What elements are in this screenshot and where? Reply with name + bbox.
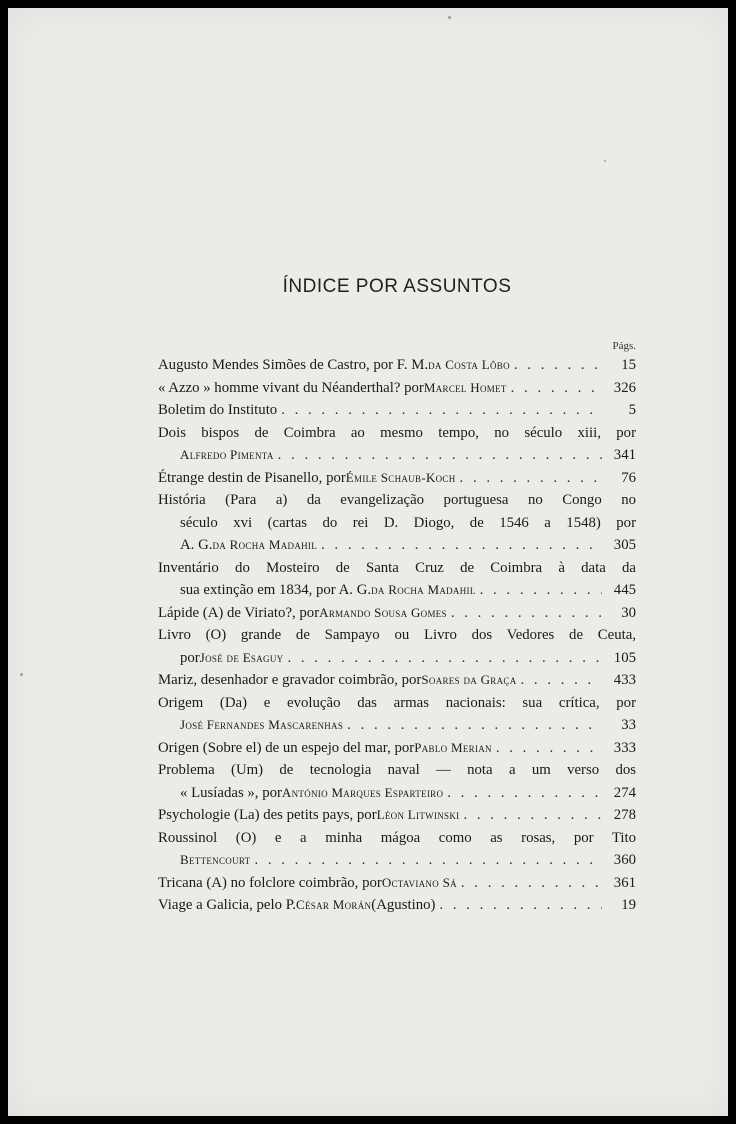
entry-title-text: Psychologie (La) des petits pays, por (158, 807, 377, 823)
entry-author: Pablo Merian (414, 739, 492, 755)
entry-author: Léon Litwinski (376, 807, 460, 822)
leader-dots (439, 894, 602, 917)
leader-dots (287, 647, 602, 670)
entry-title-text: Augusto Mendes Simões de Castro, por F. M. (158, 357, 429, 373)
index-entry (158, 557, 636, 602)
entry-title-line: Problema (Um) de tecnologia naval — nota a um verso dos (158, 762, 636, 778)
pages-column-label: Págs. (612, 340, 636, 352)
leader-dots (514, 354, 602, 377)
index-entry (158, 804, 636, 827)
leader-dots (278, 444, 602, 467)
entry-author: da Rocha Madahil (212, 537, 318, 552)
entry-page-number: 274 (613, 784, 636, 801)
leader-dots (460, 467, 602, 490)
entry-author: Soares da Graça (421, 672, 517, 687)
index-entry (158, 827, 636, 872)
entry-title-text: « Azzo » homme vivant du Néanderthal? por (158, 379, 424, 396)
index-entry (158, 489, 636, 557)
entry-title-text: Mariz, desenhador e gravador coimbrão, por (158, 672, 422, 688)
leader-dots (463, 804, 602, 827)
leader-dots (281, 399, 602, 422)
entry-page-number: 278 (613, 807, 636, 823)
document-page (8, 8, 728, 1116)
leader-dots (447, 782, 602, 805)
entry-title-text: sua extinção em 1834, por A. G. (180, 582, 372, 598)
entry-title-text: (Agustino) (371, 897, 436, 913)
entry-page-number: 30 (621, 604, 636, 621)
entry-page-number: 76 (621, 469, 636, 486)
index-content (158, 276, 636, 917)
entry-title-text: Boletim do Instituto (158, 402, 278, 418)
entry-page-number: 361 (613, 874, 636, 891)
entry-title-line: Roussinol (O) e a minha mágoa como as rosas, por Tito (158, 829, 636, 846)
leader-dots (480, 579, 602, 602)
entry-title-line: século xvi (cartas do rei D. Diogo, de 1546 a 1548) por (180, 514, 636, 531)
entry-title-text: A. G. (180, 537, 213, 553)
index-entry (158, 467, 636, 490)
entry-author: da Rocha Madahil (371, 582, 476, 597)
entry-page-number: 360 (613, 852, 636, 868)
entry-title-line: Livro (O) grande de Sampayo ou Livro dos Vedores de Ceuta, (158, 627, 636, 643)
entry-page-number: 33 (621, 717, 636, 733)
index-entry (158, 669, 636, 692)
entry-title-line: História (Para a) da evangelização portuguesa no Congo no (158, 492, 636, 508)
index-entry (158, 624, 636, 669)
entry-author: César Morán (296, 897, 372, 912)
entry-page-number: 333 (613, 739, 636, 756)
index-entry (158, 894, 636, 917)
index-entry (158, 602, 636, 625)
entry-author: da Costa Lôbo (428, 357, 510, 372)
index-entry (158, 422, 636, 467)
page-title: ÍNDICE POR ASSUNTOS (282, 276, 512, 297)
leader-dots (511, 377, 602, 400)
entry-page-number: 433 (613, 672, 636, 688)
entry-title-text: Étrange destin de Pisanello, por (158, 469, 346, 486)
index-entry (158, 759, 636, 804)
leader-dots (521, 669, 602, 692)
entry-page-number: 105 (613, 649, 636, 666)
entry-title-text: por (180, 649, 200, 666)
entry-author: José Fernandes Mascarenhas (180, 717, 344, 732)
index-entry (158, 692, 636, 737)
entry-title-line: Origem (Da) e evolução das armas nacionais: sua crítica, por (158, 694, 636, 711)
entry-title-text: Tricana (A) no folclore coimbrão, por (158, 874, 382, 891)
leader-dots (496, 737, 602, 760)
leader-dots (321, 534, 602, 557)
entry-author: José de Esaguy (199, 649, 284, 665)
entry-title-text: « Lusíadas », por (180, 784, 282, 801)
index-entry (158, 354, 636, 377)
entry-author: Octaviano Sá (381, 874, 457, 890)
entry-author: António Marques Esparteiro (281, 784, 444, 800)
entry-page-number: 305 (613, 537, 636, 553)
index-entries (158, 354, 636, 917)
entry-author: Marcel Homet (423, 379, 507, 395)
leader-dots (254, 849, 602, 872)
entry-page-number: 15 (621, 357, 636, 373)
entry-title-text: Lápide (A) de Viriato?, por (158, 604, 320, 621)
entry-title-line: Dois bispos de Coimbra ao mesmo tempo, no século xiii, por (158, 424, 636, 441)
entry-page-number: 19 (621, 897, 636, 913)
entry-author: Bettencourt (180, 852, 251, 867)
index-entry (158, 737, 636, 760)
entry-author: Alfredo Pimenta (180, 447, 274, 462)
leader-dots (461, 872, 602, 895)
entry-page-number: 445 (613, 582, 636, 598)
entry-title-text: Origen (Sobre el) de un espejo del mar, por (158, 739, 415, 756)
entry-page-number: 341 (613, 447, 636, 463)
entry-page-number: 5 (628, 402, 636, 418)
leader-dots (347, 714, 602, 737)
index-entry (158, 377, 636, 400)
entry-page-number: 326 (613, 379, 636, 396)
entry-title-line: Inventário do Mosteiro de Santa Cruz de Coimbra à data da (158, 559, 636, 576)
index-entry (158, 872, 636, 895)
leader-dots (451, 602, 602, 625)
entry-author: Émile Schaub-Koch (345, 469, 456, 485)
index-entry (158, 399, 636, 422)
entry-title-text: Viage a Galicia, pelo P. (158, 897, 296, 913)
entry-author: Armando Sousa Gomes (319, 604, 447, 620)
